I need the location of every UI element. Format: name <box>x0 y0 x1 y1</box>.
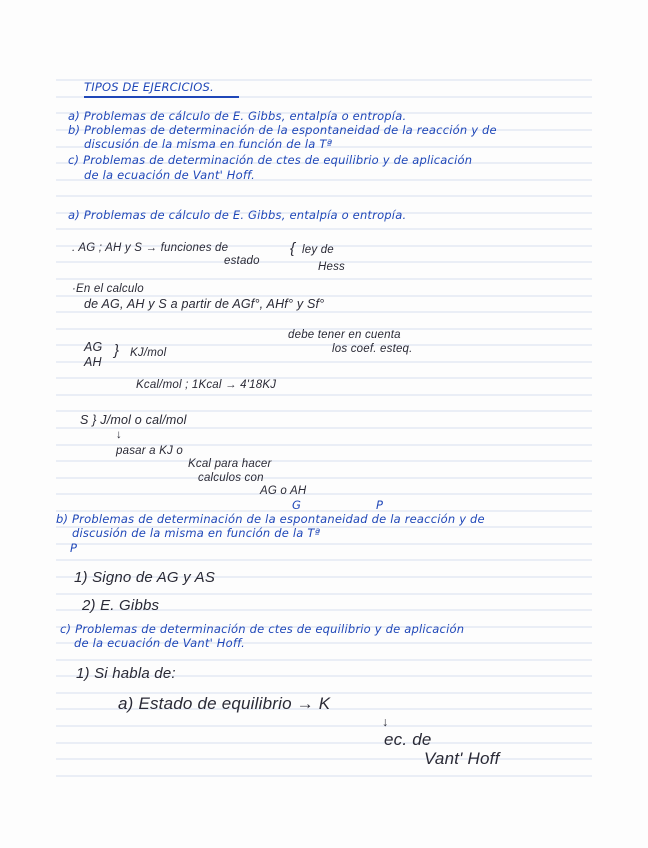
type-b-line-1: b) Problemas de determinación de la espontaneidad de la reacción y de <box>68 123 497 137</box>
vant-hoff-label: Vant' Hoff <box>424 749 500 768</box>
down-arrow-icon-2: ↓ <box>382 715 389 729</box>
coef-line-1: debe tener en cuenta <box>288 329 401 341</box>
type-b-line-2: discusión de la misma en función de la Tª <box>84 137 333 151</box>
calculos-label: calculos con <box>198 472 264 484</box>
signo-item: 1) Signo de AG y AS <box>74 569 216 586</box>
p-mark: P <box>376 498 384 512</box>
gibbs-item: 2) E. Gibbs <box>82 597 160 614</box>
pasar-label: pasar a KJ o <box>116 445 183 457</box>
section-b-heading-1: b) Problemas de determinación de la espontaneidad de la reacción y de <box>56 512 485 526</box>
page-title: TIPOS DE EJERCICIOS. <box>84 80 214 94</box>
section-b-p-mark: P <box>70 541 78 555</box>
ah-label: AH <box>84 355 102 369</box>
title-underline <box>84 96 239 98</box>
si-habla-line: 1) Si habla de: <box>76 665 176 682</box>
ag-label: AG <box>84 340 103 354</box>
section-b-heading-2: discusión de la misma en función de la Tª <box>72 526 321 540</box>
kj-mol-label: KJ/mol <box>130 347 167 359</box>
ag-o-ah-label: AG o AH <box>260 485 307 497</box>
type-c-line-2: de la ecuación de Vant' Hoff. <box>84 168 256 182</box>
ec-de-label: ec. de <box>384 730 432 749</box>
calculo-line-2: de AG, AH y S a partir de AGf°, AHf° y Sf° <box>84 297 325 311</box>
section-c-heading-2: de la ecuación de Vant' Hoff. <box>74 636 246 650</box>
section-a-heading: a) Problemas de cálculo de E. Gibbs, entalpía o entropía. <box>68 208 407 222</box>
brace-right: } <box>114 342 120 359</box>
type-c-line-1: c) Problemas de determinación de ctes de equilibrio y de aplicación <box>68 153 473 167</box>
section-c-heading-1: c) Problemas de determinación de ctes de equilibrio y de aplicación <box>60 622 465 636</box>
kcal-line: Kcal/mol ; 1Kcal → 4'18KJ <box>136 379 277 391</box>
type-a-line: a) Problemas de cálculo de E. Gibbs, entalpía o entropía. <box>68 109 407 123</box>
ley-de-label: ley de <box>302 244 334 256</box>
g-mark: G <box>292 498 302 512</box>
s-units-line: S } J/mol o cal/mol <box>80 413 187 427</box>
functions-line: . AG ; AH y S → funciones de <box>72 242 229 254</box>
brace-left: { <box>290 240 296 257</box>
estado-label: estado <box>224 255 260 267</box>
hess-label: Hess <box>318 261 346 273</box>
coef-line-2: los coef. esteq. <box>332 343 413 355</box>
down-arrow-icon: ↓ <box>116 429 122 441</box>
estado-equilibrio-line: a) Estado de equilibrio → K <box>118 694 331 713</box>
calculo-line-1: ·En el calculo <box>72 283 144 295</box>
kcal-para-label: Kcal para hacer <box>188 458 272 470</box>
